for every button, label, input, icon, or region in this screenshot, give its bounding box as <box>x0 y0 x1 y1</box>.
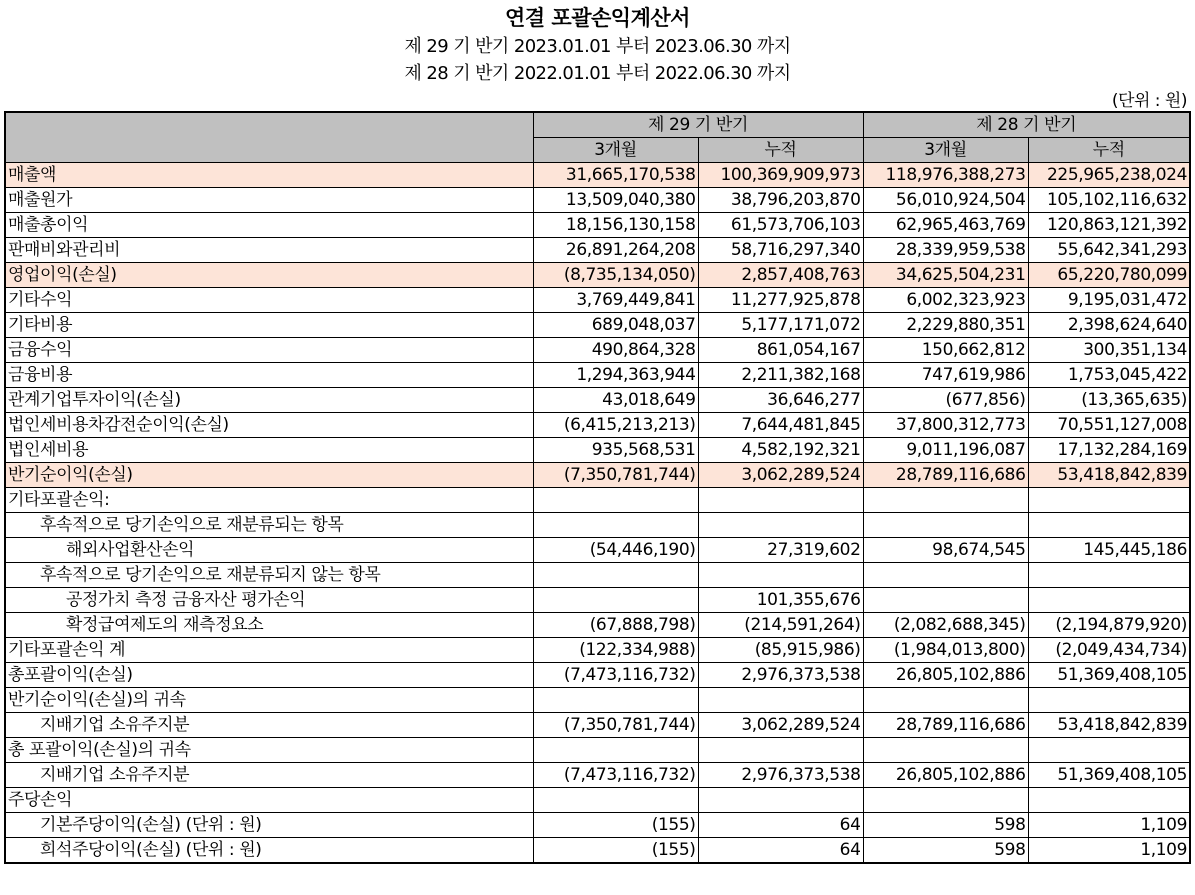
value-28-cumulative: 1,753,045,422 <box>1028 363 1190 388</box>
row-label: 반기순이익(손실)의 귀속 <box>5 688 533 713</box>
value-29-cumulative: (214,591,264) <box>698 613 863 638</box>
table-row <box>5 213 1190 238</box>
value-28-cumulative <box>1028 588 1190 613</box>
period-prior: 제 28 기 반기 2022.01.01 부터 2022.06.30 까지 <box>404 63 791 84</box>
value-28-cumulative: 70,551,127,008 <box>1028 413 1190 438</box>
value-29-3month <box>533 563 698 588</box>
statement-title: 연결 포괄손익계산서 <box>505 6 690 30</box>
value-28-cumulative: 53,418,842,839 <box>1028 713 1190 738</box>
value-28-cumulative <box>1028 688 1190 713</box>
value-29-3month <box>533 738 698 763</box>
row-label: 희석주당이익(손실) (단위 : 원) <box>5 838 533 864</box>
value-29-3month: 490,864,328 <box>533 338 698 363</box>
value-29-3month: 43,018,649 <box>533 388 698 413</box>
value-28-3month: 34,625,504,231 <box>863 263 1028 288</box>
value-29-cumulative: 7,644,481,845 <box>698 413 863 438</box>
table-row <box>5 688 1190 713</box>
table-row <box>5 813 1190 838</box>
value-29-cumulative: 100,369,909,973 <box>698 163 863 188</box>
value-29-cumulative: 5,177,171,072 <box>698 313 863 338</box>
value-28-cumulative: 9,195,031,472 <box>1028 288 1190 313</box>
value-28-3month: 747,619,986 <box>863 363 1028 388</box>
value-29-cumulative: 101,355,676 <box>698 588 863 613</box>
row-label: 해외사업환산손익 <box>5 538 533 563</box>
table-row <box>5 188 1190 213</box>
row-label: 지배기업 소유주지분 <box>5 713 533 738</box>
table-row <box>5 563 1190 588</box>
table-row <box>5 538 1190 563</box>
value-29-cumulative <box>698 738 863 763</box>
value-29-cumulative: 36,646,277 <box>698 388 863 413</box>
value-29-3month <box>533 688 698 713</box>
table-row <box>5 488 1190 513</box>
value-28-cumulative <box>1028 513 1190 538</box>
value-29-cumulative: 2,211,382,168 <box>698 363 863 388</box>
table-row <box>5 338 1190 363</box>
value-29-cumulative: 58,716,297,340 <box>698 238 863 263</box>
row-label: 금융수익 <box>5 338 533 363</box>
value-28-cumulative: 1,109 <box>1028 838 1190 864</box>
value-28-3month: 56,010,924,504 <box>863 188 1028 213</box>
header-29-cumulative: 누적 <box>698 138 863 163</box>
value-28-3month <box>863 788 1028 813</box>
value-28-3month <box>863 588 1028 613</box>
row-label: 법인세비용 <box>5 438 533 463</box>
header-blank <box>5 112 533 163</box>
table-row <box>5 838 1190 864</box>
value-29-3month: 26,891,264,208 <box>533 238 698 263</box>
value-29-cumulative: 4,582,192,321 <box>698 438 863 463</box>
row-label: 확정급여제도의 재측정요소 <box>5 613 533 638</box>
value-29-3month: 31,665,170,538 <box>533 163 698 188</box>
row-label: 후속적으로 당기손익으로 재분류되지 않는 항목 <box>5 563 533 588</box>
value-29-3month: (122,334,988) <box>533 638 698 663</box>
value-29-3month <box>533 788 698 813</box>
value-28-cumulative: 145,445,186 <box>1028 538 1190 563</box>
value-28-cumulative: (2,049,434,734) <box>1028 638 1190 663</box>
value-29-cumulative <box>698 488 863 513</box>
value-29-cumulative: 64 <box>698 813 863 838</box>
row-label: 주당손익 <box>5 788 533 813</box>
value-28-3month: (1,984,013,800) <box>863 638 1028 663</box>
value-28-cumulative <box>1028 488 1190 513</box>
value-29-cumulative: 2,976,373,538 <box>698 663 863 688</box>
value-29-3month: (155) <box>533 813 698 838</box>
value-28-cumulative: (13,365,635) <box>1028 388 1190 413</box>
row-label: 매출액 <box>5 163 533 188</box>
value-28-cumulative: 65,220,780,099 <box>1028 263 1190 288</box>
header-row-periods <box>5 112 1190 138</box>
row-label: 지배기업 소유주지분 <box>5 763 533 788</box>
value-28-cumulative: 55,642,341,293 <box>1028 238 1190 263</box>
value-28-cumulative: 51,369,408,105 <box>1028 663 1190 688</box>
value-28-3month: 62,965,463,769 <box>863 213 1028 238</box>
value-28-3month: (2,082,688,345) <box>863 613 1028 638</box>
table-row <box>5 763 1190 788</box>
value-29-cumulative: 11,277,925,878 <box>698 288 863 313</box>
value-29-3month <box>533 488 698 513</box>
value-28-3month: 26,805,102,886 <box>863 663 1028 688</box>
value-29-3month: 689,048,037 <box>533 313 698 338</box>
row-label: 판매비와관리비 <box>5 238 533 263</box>
value-29-3month: (54,446,190) <box>533 538 698 563</box>
value-28-cumulative <box>1028 738 1190 763</box>
value-28-3month <box>863 688 1028 713</box>
table-row <box>5 588 1190 613</box>
table-row <box>5 313 1190 338</box>
row-label: 매출원가 <box>5 188 533 213</box>
header-28-cumulative: 누적 <box>1028 138 1190 163</box>
row-label: 총포괄이익(손실) <box>5 663 533 688</box>
table-row <box>5 363 1190 388</box>
value-28-3month: 598 <box>863 813 1028 838</box>
value-29-cumulative: 3,062,289,524 <box>698 463 863 488</box>
value-29-cumulative <box>698 688 863 713</box>
table-row <box>5 288 1190 313</box>
period-current: 제 29 기 반기 2023.01.01 부터 2023.06.30 까지 <box>404 36 791 57</box>
table-row <box>5 263 1190 288</box>
value-28-3month: 9,011,196,087 <box>863 438 1028 463</box>
value-29-cumulative: 38,796,203,870 <box>698 188 863 213</box>
table-row <box>5 238 1190 263</box>
value-29-cumulative: 61,573,706,103 <box>698 213 863 238</box>
value-29-3month: (7,473,116,732) <box>533 663 698 688</box>
value-29-3month: (7,350,781,744) <box>533 713 698 738</box>
row-label: 후속적으로 당기손익으로 재분류되는 항목 <box>5 513 533 538</box>
header-period-29: 제 29 기 반기 <box>533 112 863 138</box>
value-29-3month <box>533 513 698 538</box>
value-29-3month: (8,735,134,050) <box>533 263 698 288</box>
value-28-cumulative: 51,369,408,105 <box>1028 763 1190 788</box>
row-label: 기타수익 <box>5 288 533 313</box>
value-29-3month: 1,294,363,944 <box>533 363 698 388</box>
value-28-3month <box>863 513 1028 538</box>
value-29-3month: (67,888,798) <box>533 613 698 638</box>
row-label: 영업이익(손실) <box>5 263 533 288</box>
row-label: 매출총이익 <box>5 213 533 238</box>
value-28-cumulative: 225,965,238,024 <box>1028 163 1190 188</box>
value-29-cumulative: 861,054,167 <box>698 338 863 363</box>
value-29-3month: 935,568,531 <box>533 438 698 463</box>
table-row <box>5 438 1190 463</box>
value-29-cumulative: (85,915,986) <box>698 638 863 663</box>
row-label: 기타비용 <box>5 313 533 338</box>
table-row <box>5 513 1190 538</box>
value-28-3month <box>863 488 1028 513</box>
value-29-3month: (7,473,116,732) <box>533 763 698 788</box>
value-29-3month: (155) <box>533 838 698 864</box>
value-29-3month <box>533 588 698 613</box>
table-row <box>5 413 1190 438</box>
header-29-3month: 3개월 <box>533 138 698 163</box>
value-29-3month: 3,769,449,841 <box>533 288 698 313</box>
value-29-cumulative: 64 <box>698 838 863 864</box>
value-29-cumulative: 2,976,373,538 <box>698 763 863 788</box>
table-row <box>5 713 1190 738</box>
value-29-3month: 13,509,040,380 <box>533 188 698 213</box>
value-28-cumulative: 17,132,284,169 <box>1028 438 1190 463</box>
value-28-3month: 2,229,880,351 <box>863 313 1028 338</box>
value-28-3month: (677,856) <box>863 388 1028 413</box>
row-label: 법인세비용차감전순이익(손실) <box>5 413 533 438</box>
unit-label: (단위 : 원) <box>1111 91 1187 111</box>
value-29-3month: (6,415,213,213) <box>533 413 698 438</box>
row-label: 공정가치 측정 금융자산 평가손익 <box>5 588 533 613</box>
row-label: 총 포괄이익(손실)의 귀속 <box>5 738 533 763</box>
row-label: 기타포괄손익: <box>5 488 533 513</box>
value-28-cumulative: (2,194,879,920) <box>1028 613 1190 638</box>
value-28-3month <box>863 563 1028 588</box>
table-row <box>5 638 1190 663</box>
value-28-3month: 37,800,312,773 <box>863 413 1028 438</box>
value-28-3month: 26,805,102,886 <box>863 763 1028 788</box>
table-row <box>5 663 1190 688</box>
value-29-3month: 18,156,130,158 <box>533 213 698 238</box>
value-28-3month <box>863 738 1028 763</box>
table-row <box>5 463 1190 488</box>
row-label: 금융비용 <box>5 363 533 388</box>
value-29-cumulative: 3,062,289,524 <box>698 713 863 738</box>
value-28-3month: 6,002,323,923 <box>863 288 1028 313</box>
row-label: 반기순이익(손실) <box>5 463 533 488</box>
table-row <box>5 738 1190 763</box>
value-28-3month: 28,339,959,538 <box>863 238 1028 263</box>
value-28-3month: 98,674,545 <box>863 538 1028 563</box>
value-29-cumulative: 27,319,602 <box>698 538 863 563</box>
value-28-3month: 150,662,812 <box>863 338 1028 363</box>
value-28-cumulative: 1,109 <box>1028 813 1190 838</box>
table-row <box>5 613 1190 638</box>
row-label: 기본주당이익(손실) (단위 : 원) <box>5 813 533 838</box>
value-29-cumulative <box>698 788 863 813</box>
value-28-3month: 598 <box>863 838 1028 864</box>
value-29-cumulative <box>698 563 863 588</box>
income-statement-table <box>4 111 1191 864</box>
header-period-28: 제 28 기 반기 <box>863 112 1190 138</box>
table-row <box>5 163 1190 188</box>
header-28-3month: 3개월 <box>863 138 1028 163</box>
value-29-3month: (7,350,781,744) <box>533 463 698 488</box>
value-28-cumulative <box>1028 788 1190 813</box>
table-row <box>5 388 1190 413</box>
value-28-cumulative: 120,863,121,392 <box>1028 213 1190 238</box>
value-29-cumulative <box>698 513 863 538</box>
table-body <box>5 163 1190 864</box>
value-28-3month: 118,976,388,273 <box>863 163 1028 188</box>
row-label: 기타포괄손익 계 <box>5 638 533 663</box>
table-row <box>5 788 1190 813</box>
value-28-cumulative: 105,102,116,632 <box>1028 188 1190 213</box>
value-28-cumulative: 300,351,134 <box>1028 338 1190 363</box>
value-28-3month: 28,789,116,686 <box>863 713 1028 738</box>
value-28-3month: 28,789,116,686 <box>863 463 1028 488</box>
value-28-cumulative: 2,398,624,640 <box>1028 313 1190 338</box>
value-28-cumulative <box>1028 563 1190 588</box>
row-label: 관계기업투자이익(손실) <box>5 388 533 413</box>
value-29-cumulative: 2,857,408,763 <box>698 263 863 288</box>
value-28-cumulative: 53,418,842,839 <box>1028 463 1190 488</box>
